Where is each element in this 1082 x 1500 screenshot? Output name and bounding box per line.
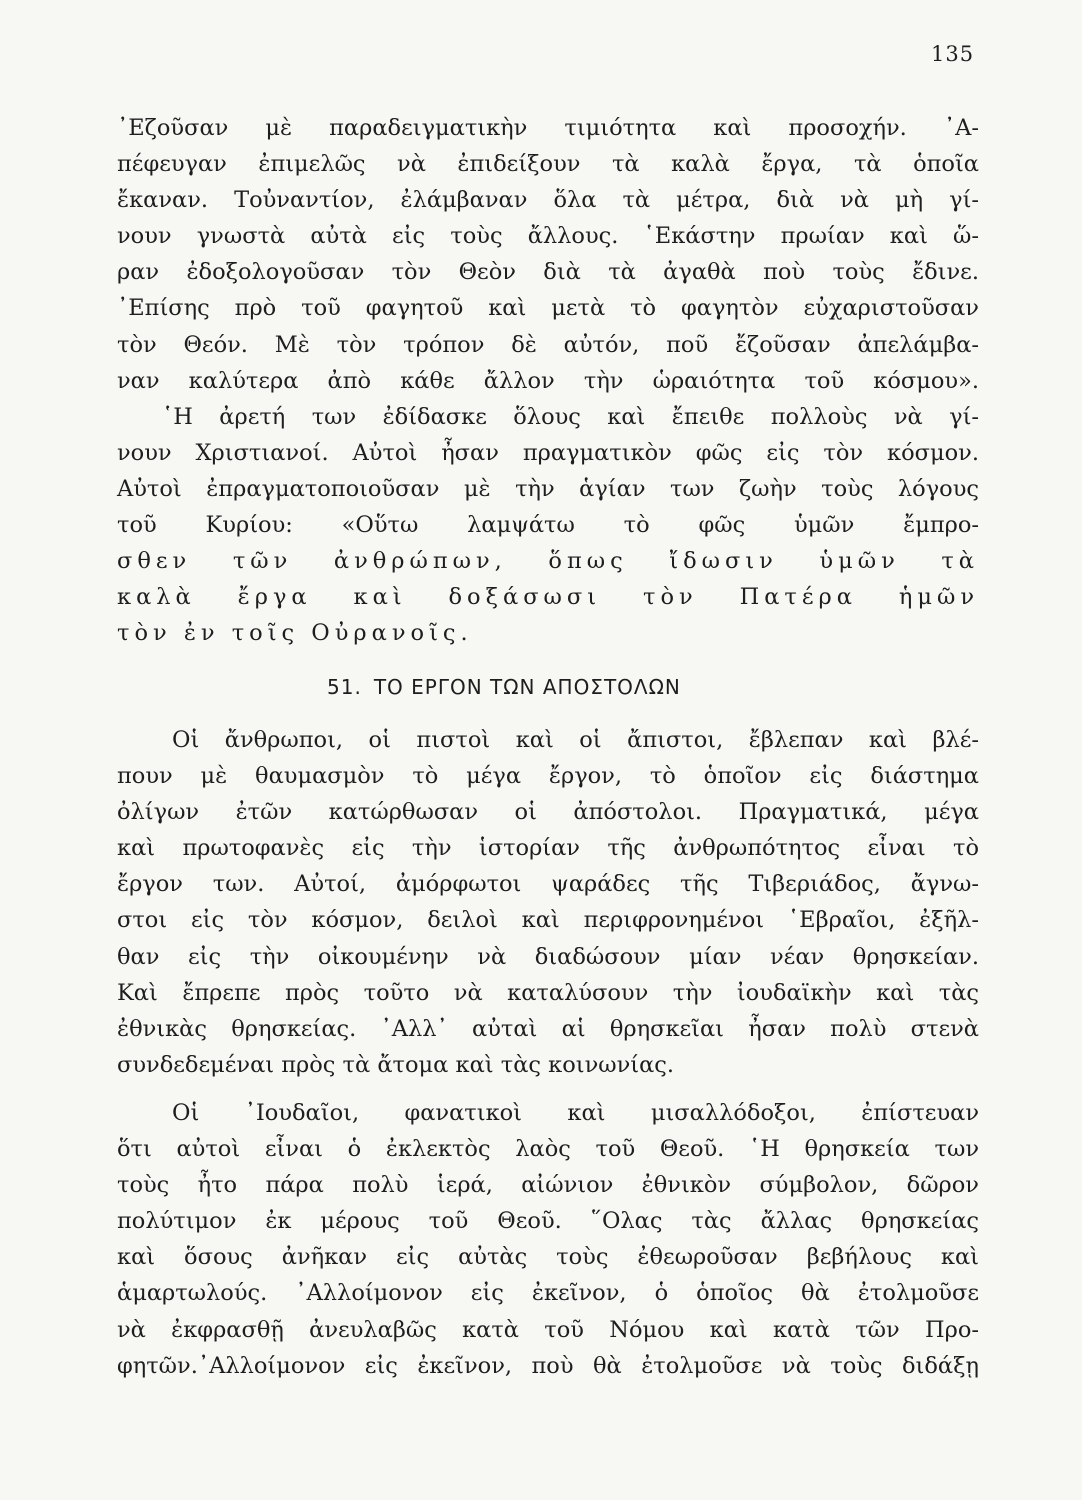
text-line: ὀλίγων ἐτῶν κατώρθωσαν οἱ ἀπόστολοι. Πραγματικά, μέγα xyxy=(117,799,979,826)
text-line: ὅτι αὐτοὶ εἶναι ὁ ἐκλεκτὸς λαὸς τοῦ Θεοῦ. ῾Η θρησκεία των xyxy=(117,1136,979,1163)
text-line: νουν γνωστὰ αὐτὰ εἰς τοὺς ἄλλους. ῾Εκάστην πρωίαν καὶ ὥ- xyxy=(117,223,979,250)
text-line: Οἱ ἄνθρωποι, οἱ πιστοὶ καὶ οἱ ἄπιστοι, ἔβλεπαν καὶ βλέ- xyxy=(172,727,979,753)
paragraph-1 xyxy=(117,110,979,651)
text-line: ραν ἐδοξολογοῦσαν τὸν Θεὸν διὰ τὰ ἀγαθὰ ποὺ τοὺς ἔδινε. xyxy=(117,259,979,286)
text-line: νουν Χριστιανοί. Αὐτοὶ ἦσαν πραγματικὸν φῶς εἰς τὸν κόσμον. xyxy=(117,439,979,466)
text-line: νὰ ἐκφρασθῇ ἀνευλαβῶς κατὰ τοῦ Νόμου καὶ κατὰ τῶν Προ- xyxy=(117,1316,979,1343)
text-line: θαν εἰς τὴν οἰκουμένην νὰ διαδώσουν μίαν νέαν θρησκείαν. xyxy=(117,943,979,970)
text-line-quote: τὸν ἐν τοῖς Οὐρανοῖς. xyxy=(117,620,473,647)
page-number: 135 xyxy=(931,42,975,66)
text-line: ἔργον των. Αὐτοί, ἀμόρφωτοι ψαράδες τῆς Τιβεριάδος, ἄγνω- xyxy=(117,871,979,898)
text-line: ναν καλύτερα ἀπὸ κάθε ἄλλον τὴν ὡραιότητα τοῦ κόσμου». xyxy=(117,367,979,394)
text-line: πολύτιμον ἐκ μέρους τοῦ Θεοῦ. ῞Ολας τὰς ἄλλας θρησκείας xyxy=(117,1208,979,1235)
section-heading xyxy=(327,675,681,699)
paragraph-3 xyxy=(117,1095,979,1384)
text-line: συνδεδεμέναι πρὸς τὰ ἄτομα καὶ τὰς κοινωνίας. xyxy=(117,1051,675,1078)
text-line: ἔκαναν. Τοὐναντίον, ἐλάμβαναν ὅλα τὰ μέτρα, διὰ νὰ μὴ γί- xyxy=(117,187,979,214)
text-line: ῾Η ἀρετή των ἐδίδασκε ὅλους καὶ ἔπειθε πολλοὺς νὰ γί- xyxy=(162,403,979,430)
text-line: ᾿Εζοῦσαν μὲ παραδειγματικὴν τιμιότητα καὶ προσοχήν. ᾿Α- xyxy=(117,115,979,141)
text-line: τοῦ Κυρίου: «Οὕτω λαμψάτω τὸ φῶς ὑμῶν ἔμπρο- xyxy=(117,512,979,539)
text-line: τὸν Θεόν. Μὲ τὸν τρόπον δὲ αὐτόν, ποῦ ἔζοῦσαν ἀπελάμβα- xyxy=(117,331,979,358)
text-line: φητῶν.᾿Αλλοίμονον εἰς ἐκεῖνον, ποὺ θὰ ἐτολμοῦσε νὰ τοὺς διδάξῃ xyxy=(117,1352,979,1379)
text-line: ᾿Επίσης πρὸ τοῦ φαγητοῦ καὶ μετὰ τὸ φαγητὸν εὐχαριστοῦσαν xyxy=(117,295,979,322)
text-line: Οἱ ᾿Ιουδαῖοι, φανατικοὶ καὶ μισαλλόδοξοι, ἐπίστευαν xyxy=(172,1100,979,1126)
text-line: ἁμαρτωλούς. ᾿Αλλοίμονον εἰς ἐκεῖνον, ὁ ὁποῖος θὰ ἐτολμοῦσε xyxy=(117,1280,979,1307)
section-number: 51. xyxy=(327,675,362,699)
text-line: πουν μὲ θαυμασμὸν τὸ μέγα ἔργον, τὸ ὁποῖον εἰς διάστημα xyxy=(117,763,979,790)
text-line: τοὺς ἦτο πάρα πολὺ ἱερά, αἰώνιον ἐθνικὸν σύμβολον, δῶρον xyxy=(117,1172,979,1199)
text-line: στοι εἰς τὸν κόσμον, δειλοὶ καὶ περιφρονημένοι ῾Εβραῖοι, ἐξῆλ- xyxy=(117,907,979,934)
text-line: πέφευγαν ἐπιμελῶς νὰ ἐπιδείξουν τὰ καλὰ ἔργα, τὰ ὁποῖα xyxy=(117,151,979,178)
paragraph-2 xyxy=(117,722,979,1083)
section-title: ΤΟ ΕΡΓΟΝ ΤΩΝ ΑΠΟΣΤΟΛΩΝ xyxy=(373,675,681,699)
text-line: καὶ πρωτοφανὲς εἰς τὴν ἱστορίαν τῆς ἀνθρωπότητος εἶναι τὸ xyxy=(117,835,979,862)
text-line-quote: σθεν τῶν ἀνθρώπων, ὅπως ἴδωσιν ὑμῶν τὰ xyxy=(117,548,979,575)
text-line-quote: καλὰ ἔργα καὶ δοξάσωσι τὸν Πατέρα ἡμῶν xyxy=(117,584,979,611)
text-line: ἐθνικὰς θρησκείας. ᾿Αλλ᾿ αὐταὶ αἱ θρησκεῖαι ἦσαν πολὺ στενὰ xyxy=(117,1015,979,1042)
text-line: Καὶ ἔπρεπε πρὸς τοῦτο νὰ καταλύσουν τὴν ἰουδαϊκὴν καὶ τὰς xyxy=(117,979,979,1006)
text-line: καὶ ὅσους ἀνῆκαν εἰς αὐτὰς τοὺς ἐθεωροῦσαν βεβήλους καὶ xyxy=(117,1244,979,1271)
text-line: Αὐτοὶ ἐπραγματοποιοῦσαν μὲ τὴν ἁγίαν των ζωὴν τοὺς λόγους xyxy=(117,475,979,502)
